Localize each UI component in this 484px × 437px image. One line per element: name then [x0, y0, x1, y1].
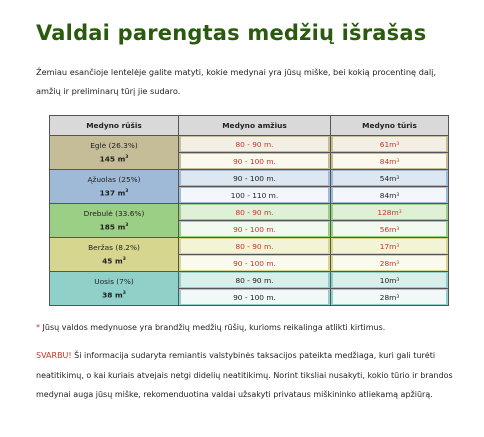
table-row — [50, 272, 449, 289]
age-cell — [179, 187, 331, 204]
volume-unit: m — [117, 188, 126, 198]
species-volume — [50, 288, 178, 300]
volume-value — [333, 171, 446, 185]
age-cell — [179, 170, 331, 187]
volume-exponent: 3 — [125, 223, 129, 229]
intro-paragraph: Žemiau esančioje lentelėje galite matyti, kokie medynai yra jūsų miške, bei kokią procentinę dalį, amžių ir preliminarų tūrį jie sudaro. — [36, 67, 437, 96]
age-value: 80 - 90 m. — [181, 205, 328, 219]
age-cell — [179, 136, 331, 153]
volume-exponent: 3 — [396, 141, 400, 147]
table-row — [50, 170, 449, 187]
volume-cell — [331, 289, 449, 306]
table-row — [50, 204, 449, 221]
volume-unit: m — [389, 173, 397, 183]
header-species: Medyno rūšis — [50, 116, 179, 136]
age-value: 80 - 90 m. — [181, 137, 328, 151]
volume-unit: m — [389, 139, 397, 149]
volume-exponent: 3 — [125, 155, 129, 161]
table-body — [50, 136, 449, 306]
species-cell — [50, 272, 179, 306]
volume-cell — [331, 238, 449, 255]
volume-value — [333, 205, 446, 219]
volume-number: 28 — [379, 258, 390, 268]
species-name: Uosis (7%) — [94, 277, 134, 287]
volume-cell — [331, 170, 449, 187]
volume-cell — [331, 187, 449, 204]
table-row — [50, 238, 449, 255]
volume-number: 84 — [379, 190, 390, 200]
age-cell — [179, 289, 331, 306]
age-value: 90 - 100 m. — [181, 171, 328, 185]
footnote — [36, 322, 476, 334]
volume-value — [333, 222, 446, 236]
volume-unit: m — [115, 256, 123, 266]
volume-value — [333, 273, 446, 287]
species-cell — [50, 170, 179, 204]
volume-unit: m — [389, 156, 397, 166]
page-title: Valdai parengtas medžių išrašas — [36, 21, 427, 46]
age-cell — [179, 272, 331, 289]
volume-exponent: 3 — [396, 277, 400, 283]
volume-cell — [331, 136, 449, 153]
volume-value — [333, 256, 446, 270]
species-name: Ąžuolas (25%) — [87, 175, 141, 185]
age-cell — [179, 238, 331, 255]
volume-exponent: 3 — [396, 226, 400, 232]
age-value: 90 - 100 m. — [181, 222, 328, 236]
volume-unit: m — [389, 258, 397, 268]
warning-text: Ši informacija sudaryta remiantis valstybinės taksacijos pateikta medžiaga, kuri gali turėti neatitikimų, o kai kuriais atvejais netgi didelių neatitikimų. Norint tiksliai nusakyti, kokio tūrio ir brandos medynai auga jūsų miške, rekomenduotina valdai užsakyti privataus miškininko atliekamą apžiūrą. — [36, 351, 453, 399]
volume-number: 10 — [379, 275, 390, 285]
species-volume-value: 145 — [99, 154, 115, 164]
age-cell — [179, 221, 331, 238]
volume-exponent: 3 — [396, 243, 400, 249]
age-value: 100 - 110 m. — [181, 188, 328, 202]
species-volume-value: 137 — [99, 188, 115, 198]
age-cell — [179, 204, 331, 221]
age-cell — [179, 153, 331, 170]
volume-exponent: 3 — [125, 189, 129, 195]
volume-value — [333, 290, 446, 304]
species-name: Eglė (26.3%) — [90, 141, 138, 151]
species-volume-value: 38 — [102, 290, 113, 300]
header-age: Medyno amžius — [179, 116, 331, 136]
species-volume — [50, 254, 178, 266]
age-value: 80 - 90 m. — [181, 239, 328, 253]
age-cell — [179, 255, 331, 272]
table-row — [50, 136, 449, 153]
volume-cell — [331, 221, 449, 238]
volume-exponent: 3 — [122, 291, 126, 297]
species-volume — [50, 186, 178, 198]
volume-number: 84 — [379, 156, 390, 166]
species-cell — [50, 136, 179, 170]
volume-exponent: 3 — [398, 209, 402, 215]
volume-number: 61 — [379, 139, 390, 149]
volume-value — [333, 154, 446, 168]
volume-cell — [331, 255, 449, 272]
species-volume — [50, 220, 178, 232]
volume-number: 17 — [379, 241, 390, 251]
warning-paragraph — [36, 346, 464, 405]
volume-unit: m — [389, 292, 397, 302]
volume-cell — [331, 204, 449, 221]
volume-value — [333, 137, 446, 151]
volume-exponent: 3 — [396, 158, 400, 164]
volume-value — [333, 188, 446, 202]
species-volume-value: 185 — [99, 222, 115, 232]
species-cell — [50, 204, 179, 238]
timber-table — [49, 115, 449, 306]
species-cell — [50, 238, 179, 272]
volume-number: 54 — [379, 173, 390, 183]
volume-number: 128 — [377, 207, 392, 217]
species-name: Beržas (8.2%) — [88, 243, 140, 253]
table-header-row — [50, 116, 449, 136]
volume-unit: m — [117, 154, 126, 164]
age-value: 90 - 100 m. — [181, 290, 328, 304]
footnote-star: * — [36, 323, 40, 332]
volume-number: 56 — [379, 224, 390, 234]
volume-unit: m — [389, 190, 397, 200]
volume-value — [333, 239, 446, 253]
volume-number: 28 — [379, 292, 390, 302]
age-value: 80 - 90 m. — [181, 273, 328, 287]
volume-exponent: 3 — [396, 294, 400, 300]
volume-unit: m — [389, 275, 397, 285]
volume-unit: m — [391, 207, 399, 217]
footnote-text: Jūsų valdos medynuose yra brandžių medžių rūšių, kurioms reikalinga atlikti kirtimus. — [40, 323, 386, 332]
warning-label: SVARBU! — [36, 351, 72, 360]
volume-exponent: 3 — [396, 175, 400, 181]
volume-unit: m — [389, 224, 397, 234]
header-volume: Medyno tūris — [331, 116, 449, 136]
species-volume — [50, 152, 178, 164]
volume-exponent: 3 — [396, 260, 400, 266]
age-value: 90 - 100 m. — [181, 154, 328, 168]
species-name: Drebulė (33.6%) — [83, 209, 145, 219]
volume-unit: m — [115, 290, 123, 300]
volume-exponent: 3 — [396, 192, 400, 198]
volume-unit: m — [117, 222, 126, 232]
volume-cell — [331, 272, 449, 289]
species-volume-value: 45 — [102, 256, 113, 266]
volume-cell — [331, 153, 449, 170]
volume-unit: m — [389, 241, 397, 251]
volume-exponent: 3 — [122, 257, 126, 263]
age-value: 90 - 100 m. — [181, 256, 328, 270]
